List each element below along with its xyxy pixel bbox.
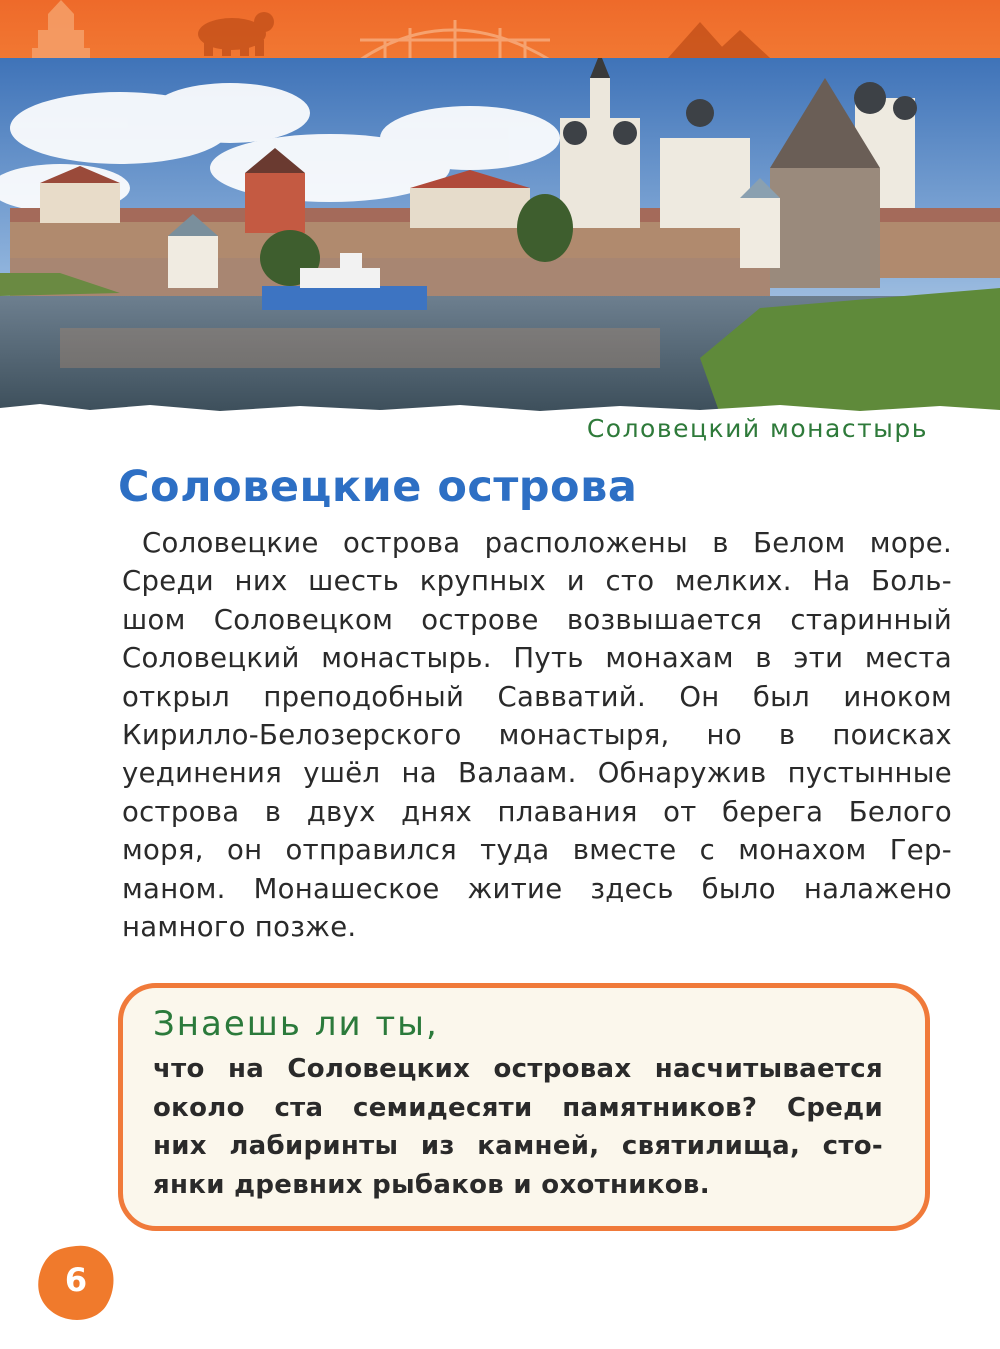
bridge-icon xyxy=(360,20,550,60)
page-number: 6 xyxy=(64,1261,88,1299)
text-line: шом Соловецком острове возвышается старинный xyxy=(122,603,952,636)
did-you-know-title: Знаешь ли ты, xyxy=(153,1004,439,1044)
text-line: намного позже. xyxy=(122,911,357,944)
monastery-photo xyxy=(0,58,1000,414)
fact-line: что на Соловецких островах насчитывается xyxy=(153,1054,883,1084)
fact-line: около ста семидесяти памятников? Среди xyxy=(153,1092,883,1123)
mountains-icon xyxy=(668,22,770,58)
text-line: Соловецкий монастырь. Путь монахам в эти места xyxy=(122,642,952,675)
photo-caption: Соловецкий монастырь xyxy=(586,414,928,443)
text-line: Среди них шесть крупных и сто мелких. На Боль- xyxy=(122,565,952,598)
text-line: моря, он отправился туда вместе с монахом Гер- xyxy=(122,834,952,867)
text-line: Соловецкие острова расположены в Белом море. xyxy=(142,527,952,559)
fact-line: янки древних рыбаков и охотников. xyxy=(153,1169,710,1200)
text-line: острова в двух днях плавания от берега Белого xyxy=(122,795,952,828)
text-line: Кирилло-Белозерского монастыря, но в поисках xyxy=(122,719,952,752)
article-text xyxy=(122,524,952,946)
text-line: уединения ушёл на Валаам. Обнаружив пустынные xyxy=(122,757,952,790)
did-you-know-text xyxy=(153,1050,883,1204)
text-line: открыл преподобный Савватий. Он был иноком xyxy=(122,680,952,713)
did-you-know-box xyxy=(118,983,930,1231)
page-title: Соловецкие острова xyxy=(118,462,638,512)
bear-icon xyxy=(198,12,274,56)
fact-line: них лабиринты из камней, святилища, сто- xyxy=(153,1131,883,1161)
text-line: маном. Монашеское житие здесь было налажено xyxy=(122,872,952,905)
